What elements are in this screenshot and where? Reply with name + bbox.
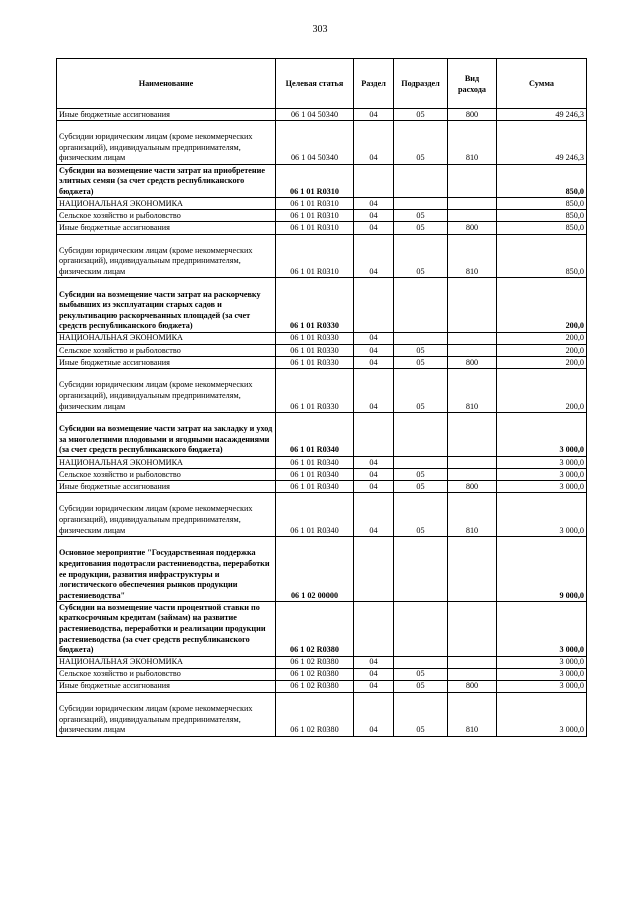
cell-target-article: 06 1 01 R0310 bbox=[276, 164, 354, 197]
table-row bbox=[57, 332, 587, 344]
cell-target-article: 06 1 01 R0340 bbox=[276, 413, 354, 457]
cell-amount: 3 000,0 bbox=[497, 693, 587, 737]
header-subsection: Подраздел bbox=[394, 59, 448, 109]
cell-name: Сельское хозяйство и рыболовство bbox=[57, 345, 276, 357]
table-row bbox=[57, 413, 587, 457]
cell-section: 04 bbox=[354, 369, 394, 413]
cell-section: 04 bbox=[354, 109, 394, 121]
page-number: 303 bbox=[312, 24, 328, 35]
cell-target-article: 06 1 01 R0330 bbox=[276, 369, 354, 413]
table-row bbox=[57, 469, 587, 481]
table-row bbox=[57, 164, 587, 197]
cell-section: 04 bbox=[354, 198, 394, 210]
cell-amount: 3 000,0 bbox=[497, 668, 587, 680]
cell-subsection bbox=[394, 164, 448, 197]
cell-expense-type bbox=[448, 469, 497, 481]
cell-expense-type: 810 bbox=[448, 369, 497, 413]
cell-section: 04 bbox=[354, 668, 394, 680]
cell-name: НАЦИОНАЛЬНАЯ ЭКОНОМИКА bbox=[57, 457, 276, 469]
table-row bbox=[57, 198, 587, 210]
cell-name: Субсидии на возмещение части затрат на закладку и уход за многолетними плодовыми и ягодными насаждениями (за счет средств республиканского бюджета) bbox=[57, 413, 276, 457]
cell-amount: 850,0 bbox=[497, 210, 587, 222]
cell-name: Сельское хозяйство и рыболовство bbox=[57, 469, 276, 481]
cell-section: 04 bbox=[354, 332, 394, 344]
cell-target-article: 06 1 01 R0310 bbox=[276, 210, 354, 222]
cell-section: 04 bbox=[354, 656, 394, 668]
cell-target-article: 06 1 01 R0340 bbox=[276, 469, 354, 481]
cell-subsection: 05 bbox=[394, 493, 448, 537]
cell-section: 04 bbox=[354, 493, 394, 537]
cell-subsection: 05 bbox=[394, 369, 448, 413]
cell-expense-type bbox=[448, 656, 497, 668]
table-row bbox=[57, 457, 587, 469]
cell-expense-type bbox=[448, 164, 497, 197]
table-row bbox=[57, 210, 587, 222]
table-row bbox=[57, 234, 587, 278]
table-row bbox=[57, 493, 587, 537]
cell-name: Сельское хозяйство и рыболовство bbox=[57, 210, 276, 222]
cell-target-article: 06 1 02 R0380 bbox=[276, 693, 354, 737]
cell-name: Субсидии юридическим лицам (кроме некоммерческих организаций), индивидуальным предпринимателям, физическим лицам bbox=[57, 234, 276, 278]
cell-name: Субсидии юридическим лицам (кроме некоммерческих организаций), индивидуальным предпринимателям, физическим лицам bbox=[57, 121, 276, 165]
cell-target-article: 06 1 01 R0310 bbox=[276, 234, 354, 278]
table-row bbox=[57, 602, 587, 657]
cell-expense-type bbox=[448, 332, 497, 344]
cell-subsection bbox=[394, 198, 448, 210]
cell-target-article: 06 1 02 R0380 bbox=[276, 668, 354, 680]
cell-target-article: 06 1 02 00000 bbox=[276, 537, 354, 602]
cell-amount: 3 000,0 bbox=[497, 602, 587, 657]
cell-target-article: 06 1 01 R0330 bbox=[276, 345, 354, 357]
cell-expense-type bbox=[448, 210, 497, 222]
cell-amount: 850,0 bbox=[497, 222, 587, 234]
cell-target-article: 06 1 01 R0330 bbox=[276, 332, 354, 344]
cell-subsection: 05 bbox=[394, 345, 448, 357]
table-row bbox=[57, 121, 587, 165]
cell-name: Субсидии на возмещение части затрат на раскорчевку выбывших из эксплуатации старых садов и рекультивацию раскорчеванных площадей (за счет средств республиканского бюджета) bbox=[57, 278, 276, 333]
header-section: Раздел bbox=[354, 59, 394, 109]
cell-amount: 850,0 bbox=[497, 164, 587, 197]
cell-expense-type bbox=[448, 457, 497, 469]
cell-name: НАЦИОНАЛЬНАЯ ЭКОНОМИКА bbox=[57, 332, 276, 344]
cell-name: Иные бюджетные ассигнования bbox=[57, 357, 276, 369]
cell-name: Субсидии на возмещение части процентной ставки по краткосрочным кредитам (займам) на развитие растениеводства, переработки и реализации продукции растениеводства (за счет средств республиканского бюджета) bbox=[57, 602, 276, 657]
cell-expense-type: 810 bbox=[448, 234, 497, 278]
cell-expense-type: 800 bbox=[448, 680, 497, 692]
cell-subsection bbox=[394, 413, 448, 457]
cell-target-article: 06 1 01 R0340 bbox=[276, 457, 354, 469]
cell-name: Субсидии юридическим лицам (кроме некоммерческих организаций), индивидуальным предпринимателям, физическим лицам bbox=[57, 369, 276, 413]
cell-amount: 3 000,0 bbox=[497, 680, 587, 692]
cell-amount: 3 000,0 bbox=[497, 469, 587, 481]
table-body bbox=[57, 109, 587, 737]
header-expense-type: Вид расхода bbox=[448, 59, 497, 109]
cell-name: Основное мероприятие "Государственная поддержка кредитования подотрасли растениеводства, переработки ее продукции, развития инфраструктуры и логистического обеспечения рынков продукции растениеводства" bbox=[57, 537, 276, 602]
cell-amount: 850,0 bbox=[497, 198, 587, 210]
cell-target-article: 06 1 01 R0330 bbox=[276, 278, 354, 333]
cell-subsection: 05 bbox=[394, 668, 448, 680]
cell-target-article: 06 1 01 R0310 bbox=[276, 222, 354, 234]
budget-table bbox=[56, 58, 587, 737]
cell-name: Сельское хозяйство и рыболовство bbox=[57, 668, 276, 680]
cell-subsection: 05 bbox=[394, 357, 448, 369]
cell-expense-type: 810 bbox=[448, 693, 497, 737]
cell-section: 04 bbox=[354, 457, 394, 469]
cell-expense-type bbox=[448, 198, 497, 210]
cell-subsection: 05 bbox=[394, 693, 448, 737]
cell-section: 04 bbox=[354, 121, 394, 165]
cell-subsection: 05 bbox=[394, 481, 448, 493]
cell-expense-type: 810 bbox=[448, 493, 497, 537]
cell-amount: 49 246,3 bbox=[497, 121, 587, 165]
cell-section bbox=[354, 537, 394, 602]
cell-section: 04 bbox=[354, 357, 394, 369]
table-row bbox=[57, 693, 587, 737]
table-row bbox=[57, 680, 587, 692]
cell-target-article: 06 1 02 R0380 bbox=[276, 680, 354, 692]
cell-section bbox=[354, 602, 394, 657]
cell-expense-type: 800 bbox=[448, 481, 497, 493]
table-row bbox=[57, 481, 587, 493]
cell-subsection bbox=[394, 602, 448, 657]
cell-section: 04 bbox=[354, 680, 394, 692]
cell-section: 04 bbox=[354, 222, 394, 234]
cell-expense-type bbox=[448, 413, 497, 457]
table-row bbox=[57, 345, 587, 357]
table-row bbox=[57, 109, 587, 121]
cell-amount: 3 000,0 bbox=[497, 457, 587, 469]
header-target-article: Целевая статья bbox=[276, 59, 354, 109]
cell-name: Субсидии юридическим лицам (кроме некоммерческих организаций), индивидуальным предпринимателям, физическим лицам bbox=[57, 693, 276, 737]
cell-amount: 200,0 bbox=[497, 278, 587, 333]
cell-section bbox=[354, 164, 394, 197]
cell-target-article: 06 1 01 R0330 bbox=[276, 357, 354, 369]
cell-subsection: 05 bbox=[394, 109, 448, 121]
cell-amount: 200,0 bbox=[497, 357, 587, 369]
cell-amount: 200,0 bbox=[497, 345, 587, 357]
cell-subsection: 05 bbox=[394, 121, 448, 165]
cell-subsection: 05 bbox=[394, 234, 448, 278]
cell-name: Иные бюджетные ассигнования bbox=[57, 222, 276, 234]
cell-expense-type: 800 bbox=[448, 357, 497, 369]
table-row bbox=[57, 222, 587, 234]
cell-subsection: 05 bbox=[394, 680, 448, 692]
cell-section: 04 bbox=[354, 345, 394, 357]
cell-expense-type bbox=[448, 345, 497, 357]
cell-section bbox=[354, 413, 394, 457]
table-row bbox=[57, 357, 587, 369]
cell-expense-type bbox=[448, 668, 497, 680]
cell-subsection bbox=[394, 457, 448, 469]
table-row bbox=[57, 537, 587, 602]
table-row bbox=[57, 656, 587, 668]
cell-subsection bbox=[394, 278, 448, 333]
cell-name: Субсидии юридическим лицам (кроме некоммерческих организаций), индивидуальным предпринимателям, физическим лицам bbox=[57, 493, 276, 537]
cell-amount: 200,0 bbox=[497, 369, 587, 413]
cell-target-article: 06 1 04 50340 bbox=[276, 109, 354, 121]
cell-amount: 49 246,3 bbox=[497, 109, 587, 121]
cell-subsection: 05 bbox=[394, 210, 448, 222]
cell-name: Иные бюджетные ассигнования bbox=[57, 680, 276, 692]
cell-subsection bbox=[394, 537, 448, 602]
table-header-row bbox=[57, 59, 587, 109]
cell-name: Субсидии на возмещение части затрат на приобретение элитных семян (за счет средств республиканского бюджета) bbox=[57, 164, 276, 197]
table-row bbox=[57, 668, 587, 680]
cell-expense-type: 800 bbox=[448, 222, 497, 234]
cell-name: Иные бюджетные ассигнования bbox=[57, 109, 276, 121]
cell-expense-type bbox=[448, 537, 497, 602]
cell-target-article: 06 1 01 R0310 bbox=[276, 198, 354, 210]
cell-amount: 3 000,0 bbox=[497, 481, 587, 493]
cell-section: 04 bbox=[354, 234, 394, 278]
header-name: Наименование bbox=[57, 59, 276, 109]
cell-target-article: 06 1 01 R0340 bbox=[276, 481, 354, 493]
cell-expense-type bbox=[448, 278, 497, 333]
cell-name: Иные бюджетные ассигнования bbox=[57, 481, 276, 493]
cell-name: НАЦИОНАЛЬНАЯ ЭКОНОМИКА bbox=[57, 198, 276, 210]
cell-subsection bbox=[394, 656, 448, 668]
cell-target-article: 06 1 02 R0380 bbox=[276, 656, 354, 668]
cell-amount: 3 000,0 bbox=[497, 656, 587, 668]
cell-amount: 3 000,0 bbox=[497, 493, 587, 537]
table-row bbox=[57, 278, 587, 333]
table-row bbox=[57, 369, 587, 413]
cell-name: НАЦИОНАЛЬНАЯ ЭКОНОМИКА bbox=[57, 656, 276, 668]
cell-target-article: 06 1 04 50340 bbox=[276, 121, 354, 165]
header-amount: Сумма bbox=[497, 59, 587, 109]
cell-subsection: 05 bbox=[394, 222, 448, 234]
cell-expense-type bbox=[448, 602, 497, 657]
cell-section bbox=[354, 278, 394, 333]
cell-section: 04 bbox=[354, 469, 394, 481]
cell-expense-type: 810 bbox=[448, 121, 497, 165]
cell-amount: 3 000,0 bbox=[497, 413, 587, 457]
cell-section: 04 bbox=[354, 210, 394, 222]
cell-amount: 200,0 bbox=[497, 332, 587, 344]
cell-section: 04 bbox=[354, 481, 394, 493]
cell-subsection bbox=[394, 332, 448, 344]
cell-subsection: 05 bbox=[394, 469, 448, 481]
cell-expense-type: 800 bbox=[448, 109, 497, 121]
cell-amount: 850,0 bbox=[497, 234, 587, 278]
cell-target-article: 06 1 02 R0380 bbox=[276, 602, 354, 657]
cell-amount: 9 000,0 bbox=[497, 537, 587, 602]
cell-section: 04 bbox=[354, 693, 394, 737]
cell-target-article: 06 1 01 R0340 bbox=[276, 493, 354, 537]
